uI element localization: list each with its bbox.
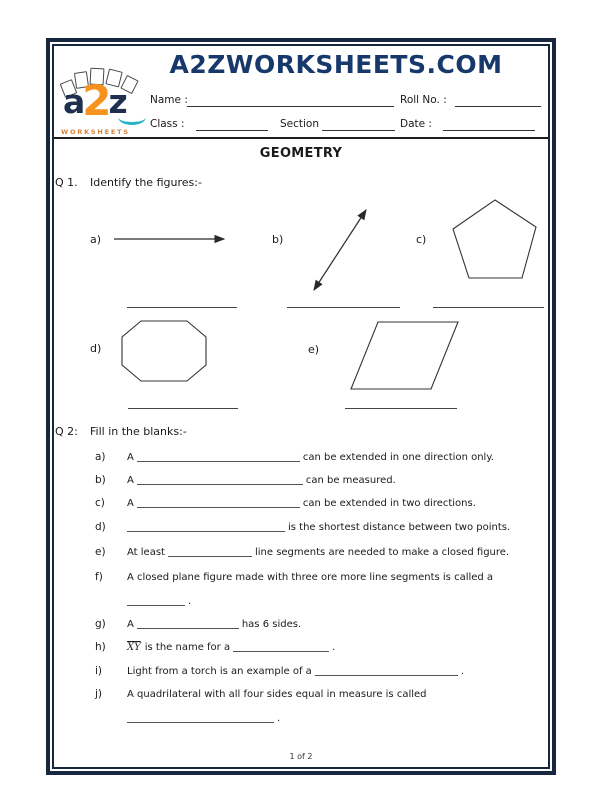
fill-blank-line bbox=[168, 546, 252, 557]
item-label: d) bbox=[95, 521, 106, 533]
q2-item-e bbox=[95, 546, 509, 558]
item-text: At least bbox=[127, 547, 165, 558]
q1-number: Q 1. bbox=[55, 176, 78, 189]
figure-label-c: c) bbox=[416, 233, 427, 246]
item-text: . bbox=[332, 642, 336, 653]
item-label: j) bbox=[95, 688, 103, 700]
fill-blank-line bbox=[127, 521, 285, 532]
item-text: A bbox=[127, 619, 134, 630]
figure-label-b: b) bbox=[272, 233, 284, 246]
item-text: is the shortest distance between two points. bbox=[288, 522, 511, 533]
q2-item-a bbox=[95, 451, 494, 463]
item-text: can be extended in one direction only. bbox=[302, 452, 494, 463]
item-label: f) bbox=[95, 571, 103, 583]
q2-item-j bbox=[95, 688, 427, 700]
q1-prompt: Identify the figures:- bbox=[90, 176, 202, 189]
item-text: A quadrilateral with all four sides equal in measure is called bbox=[127, 689, 427, 700]
section-blank-line bbox=[322, 130, 395, 131]
answer-line-d bbox=[128, 408, 238, 409]
worksheet-page bbox=[54, 46, 548, 767]
item-label: a) bbox=[95, 451, 106, 463]
item-text: line segments are needed to make a closed figure. bbox=[254, 547, 510, 558]
fill-blank-line bbox=[315, 665, 458, 676]
roll-no-blank-line bbox=[455, 106, 541, 107]
q2-heading bbox=[55, 425, 187, 438]
item-text: can be measured. bbox=[305, 475, 396, 486]
ray-arrow-figure bbox=[112, 231, 234, 247]
q2-item-f-line2 bbox=[127, 595, 191, 607]
item-text: Light from a torch is an example of a bbox=[127, 666, 312, 677]
answer-line-e bbox=[345, 408, 457, 409]
q2-item-j-line2 bbox=[127, 712, 280, 724]
section-label: Section bbox=[280, 118, 320, 130]
item-text: A bbox=[127, 498, 134, 509]
q2-item-h bbox=[95, 641, 335, 653]
item-text: A bbox=[127, 452, 134, 463]
item-text: is the name for a bbox=[144, 642, 231, 653]
name-label: Name : bbox=[150, 94, 188, 106]
item-text: A bbox=[127, 475, 134, 486]
item-label: c) bbox=[95, 497, 105, 509]
header-divider bbox=[54, 137, 548, 139]
a2z-logo bbox=[60, 66, 150, 134]
logo-subtext: WORKSHEETS bbox=[61, 128, 130, 136]
q2-number: Q 2: bbox=[55, 425, 78, 438]
worksheet-outer-border bbox=[46, 38, 556, 775]
fill-blank-line bbox=[127, 595, 185, 606]
figure-label-d: d) bbox=[90, 342, 102, 355]
q2-item-b bbox=[95, 474, 396, 486]
logo-swoosh-icon bbox=[118, 114, 146, 125]
q2-item-d bbox=[95, 521, 510, 533]
item-label: h) bbox=[95, 641, 106, 653]
roll-no-label: Roll No. : bbox=[400, 94, 447, 106]
item-label: g) bbox=[95, 618, 106, 630]
q2-item-f bbox=[95, 571, 493, 583]
answer-line-b bbox=[287, 307, 400, 308]
date-blank-line bbox=[443, 130, 535, 131]
fill-blank-line bbox=[137, 497, 300, 508]
item-text: A closed plane figure made with three ore more line segments is called a bbox=[127, 572, 494, 583]
q2-item-g bbox=[95, 618, 301, 630]
item-text: . bbox=[277, 713, 281, 724]
answer-line-c bbox=[433, 307, 544, 308]
logo-letter-z: z bbox=[108, 82, 128, 121]
worksheet-inner-border bbox=[52, 44, 550, 769]
item-text: . bbox=[188, 596, 192, 607]
xy-overline-math: $\overline{XY}$ bbox=[127, 642, 141, 653]
item-text: can be extended in two directions. bbox=[302, 498, 476, 509]
figure-label-a: a) bbox=[90, 233, 102, 246]
q1-heading bbox=[55, 176, 202, 189]
fill-blank-line bbox=[127, 712, 274, 723]
q2-item-c bbox=[95, 497, 476, 509]
worksheet-title: GEOMETRY bbox=[259, 146, 343, 161]
item-text: has 6 sides. bbox=[241, 619, 302, 630]
octagon-figure bbox=[121, 320, 207, 382]
class-blank-line bbox=[196, 130, 268, 131]
q2-prompt: Fill in the blanks:- bbox=[90, 425, 187, 438]
item-text: . bbox=[460, 666, 465, 677]
fill-blank-line bbox=[137, 451, 300, 462]
class-label: Class : bbox=[150, 118, 185, 130]
logo-letter-a: a bbox=[63, 82, 86, 121]
figure-label-e: e) bbox=[308, 343, 320, 356]
pentagon-figure bbox=[452, 199, 538, 279]
logo-letter-2: 2 bbox=[82, 76, 112, 125]
item-label: e) bbox=[95, 546, 106, 558]
fill-blank-line bbox=[137, 618, 239, 629]
answer-line-a bbox=[127, 307, 237, 308]
fill-blank-line bbox=[233, 641, 329, 652]
page-number: 1 of 2 bbox=[289, 752, 313, 761]
date-label: Date : bbox=[400, 118, 432, 130]
double-arrow-line-figure bbox=[308, 204, 372, 296]
fill-blank-line bbox=[137, 474, 303, 485]
brand-title: A2ZWORKSHEETS.COM bbox=[169, 50, 503, 79]
item-label: b) bbox=[95, 474, 106, 486]
item-label: i) bbox=[95, 665, 103, 677]
name-blank-line bbox=[187, 106, 394, 107]
parallelogram-figure bbox=[350, 321, 460, 390]
q2-item-i bbox=[95, 665, 464, 677]
